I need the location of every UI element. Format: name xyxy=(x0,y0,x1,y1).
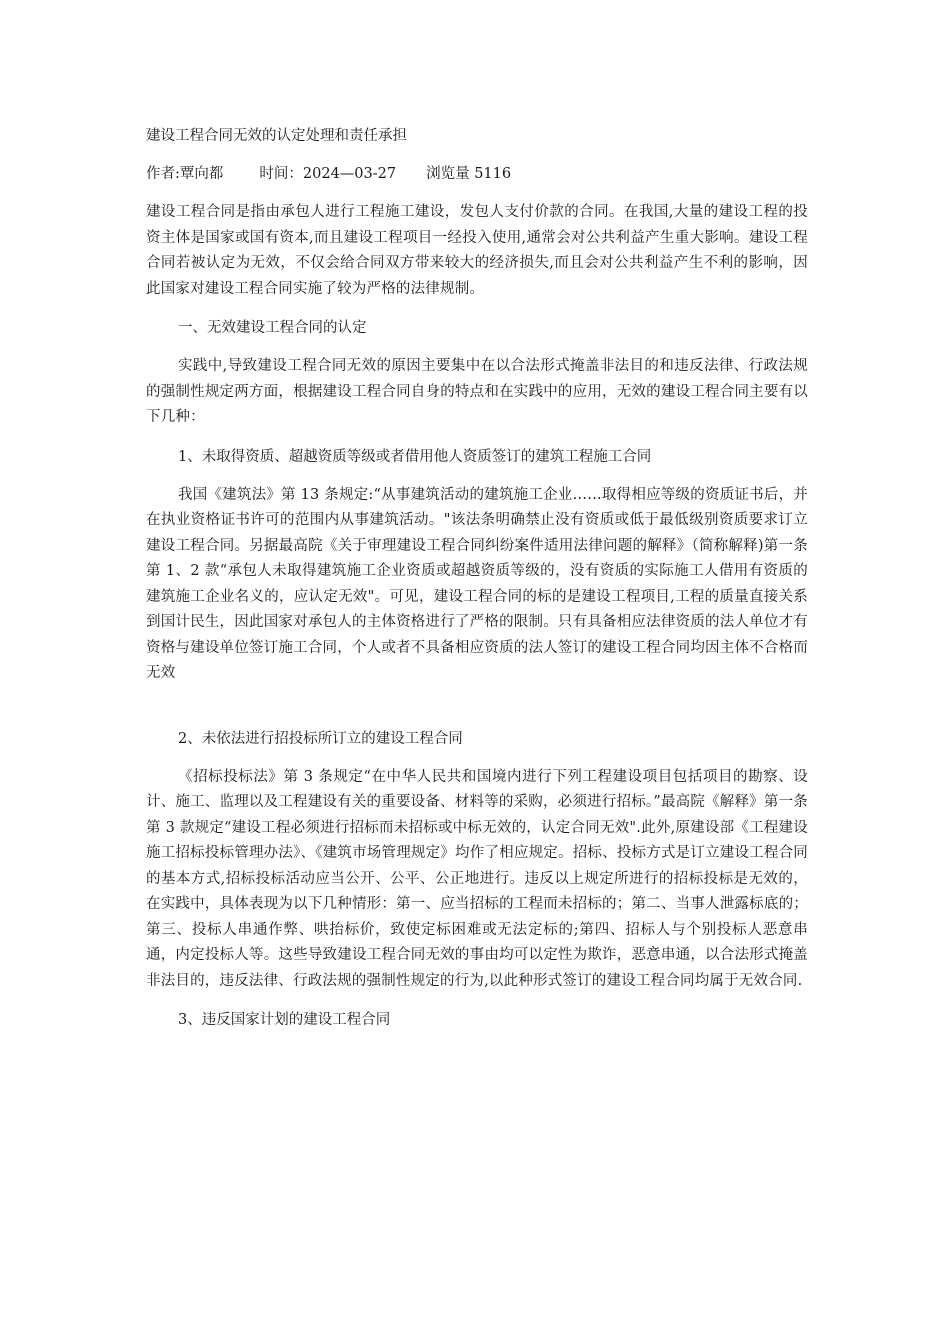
item-heading-1: 1、未取得资质、超越资质等级或者借用他人资质签订的建筑工程施工合同 xyxy=(178,448,652,465)
item-heading-2: 2、未依法进行招投标所订立的建设工程合同 xyxy=(178,730,463,747)
views-label: 浏览量 5116 xyxy=(426,166,512,182)
intro-paragraph: 建设工程合同是指由承包人进行工程施工建设，发包人支付价款的合同。在我国,大量的建设工程的投资主体是国家或国有资本,而且建设工程项目一经投入使用,通常会对公共利益产生重大影响。建设工程合同若被认定为无效，不仅会给合同双方带来较大的经济损失,而且会对公共利益产生不利的影响，因此国家对建设工程合同实施了较为严格的法律规制。 xyxy=(146,204,808,297)
paragraph-spacer xyxy=(146,701,808,727)
author-label: 作者:覃向都 xyxy=(146,166,224,182)
time-label: 时间：2024—03-27 xyxy=(259,166,397,182)
item-heading-3: 3、违反国家计划的建设工程合同 xyxy=(178,1012,391,1028)
document-meta xyxy=(146,162,808,186)
item-1-paragraph: 我国《建筑法》第 13 条规定:“从事建筑活动的建筑施工企业……取得相应等级的资质证书后，并在执业资格证书许可的范围内从事建筑活动。"该法条明确禁止没有资质或低于最低级别资质要求订立建设工程合同。另据最高院《关于审理建设工程合同纠纷案件适用法律问题的解释》（简称解释)第一条第 1、2 款“承包人未取得建筑施工企业资质或超越资质等级的，没有资质的实际施工人借用有资质的建筑施工企业名义的，应认定无效"。可见，建设工程合同的标的是建设工程项目,工程的质量直接关系到国计民生，因此国家对承包人的主体资格进行了严格的限制。只有具备相应法律资质的法人单位才有资格与建设单位签订施工合同，个人或者不具备相应资质的法人签订的建设工程合同均因主体不合格而无效 xyxy=(146,486,808,681)
section-heading-1: 一、无效建设工程合同的认定 xyxy=(178,320,367,336)
document-title: 建设工程合同无效的认定处理和责任承担 xyxy=(146,128,407,144)
item-2-paragraph: 《招标投标法》第 3 条规定“在中华人民共和国境内进行下列工程建设项目包括项目的勘察、设计、施工、监理以及工程建设有关的重要设备、材料等的采购，必须进行招标。”最高院《解释》第一条第 3 款规定“建设工程必须进行招标而未招标或中标无效的，认定合同无效".此外,原建设部《工程建设施工招标投标管理办法》、《建筑市场管理规定》均作了相应规定。招标、投标方式是订立建设工程合同的基本方式,招标投标活动应当公开、公平、公正地进行。违反以上规定所进行的招标投标是无效的，在实践中，具体表现为以下几种情形：第一、应当招标的工程而未招标的；第二、当事人泄露标底的；第三、投标人串通作弊、哄抬标价，致使定标困难或无法定标的;第四、招标人与个别投标人恶意串通，内定投标人等。这些导致建设工程合同无效的事由均可以定性为欺诈，恶意串通，以合法形式掩盖非法目的，违反法律、行政法规的强制性规定的行为,以此种形式签订的建设工程合同均属于无效合同. xyxy=(146,768,808,989)
document-page xyxy=(146,124,808,1046)
section-1-paragraph: 实践中,导致建设工程合同无效的原因主要集中在以合法形式掩盖非法目的和违反法律、行政法规的强制性规定两方面，根据建设工程合同自身的特点和在实践中的应用，无效的建设工程合同主要有以下几种： xyxy=(146,358,808,425)
